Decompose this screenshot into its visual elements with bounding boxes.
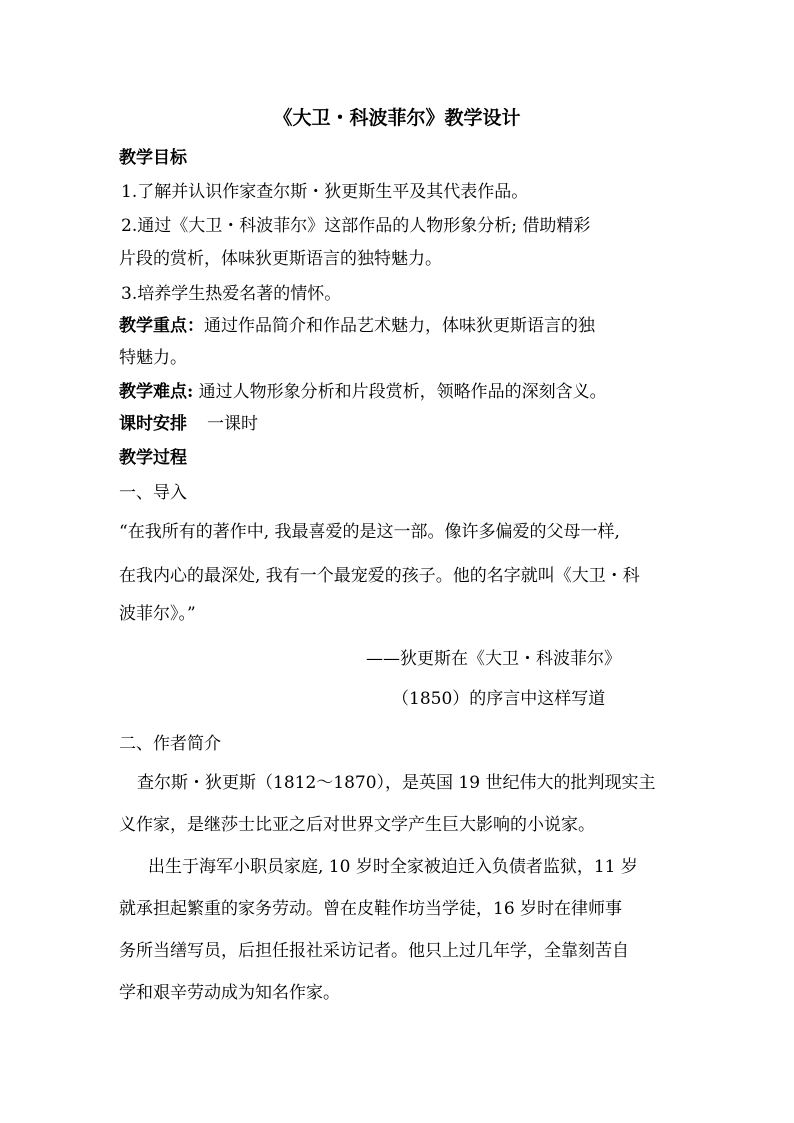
key-points-text: 通过作品简介和作品艺术魅力，体味狄更斯语言的独 xyxy=(204,316,595,336)
difficulties-line xyxy=(119,381,607,403)
bio-paragraph-1-line-1: 查尔斯・狄更斯（1812～1870），是英国 19 世纪伟大的批判现实主 xyxy=(137,773,656,793)
objective-3: 3.培养学生热爱名著的情怀。 xyxy=(121,284,342,304)
key-points-line-2: 特魅力。 xyxy=(119,348,187,368)
section-2-heading: 二、作者简介 xyxy=(119,734,221,754)
quote-line-1: “在我所有的著作中, 我最喜爱的是这一部。像许多偏爱的父母一样, xyxy=(119,522,620,542)
attribution-line-2: （1850）的序言中这样写道 xyxy=(392,689,606,709)
bio-paragraph-2-line-1: 出生于海军小职员家庭, 10 岁时全家被迫迁入负债者监狱，11 岁 xyxy=(148,857,638,877)
document-title: 《大卫・科波菲尔》教学设计 xyxy=(273,107,521,129)
objectives-heading: 教学目标 xyxy=(119,148,187,168)
schedule-value: 一课时 xyxy=(207,414,258,434)
key-points-label: 教学重点： xyxy=(119,316,204,336)
schedule-line xyxy=(119,413,258,435)
bio-paragraph-2-line-4: 学和艰辛劳动成为知名作家。 xyxy=(119,983,340,1003)
objective-2-line-2: 片段的赏析，体味狄更斯语言的独特魅力。 xyxy=(119,249,442,269)
objective-2-line-1: 2.通过《大卫・科波菲尔》这部作品的人物形象分析; 借助精彩 xyxy=(121,216,591,236)
quote-line-3: 波菲尔》。” xyxy=(119,604,196,624)
bio-paragraph-1-line-2: 义作家，是继莎士比亚之后对世界文学产生巨大影响的小说家。 xyxy=(119,815,595,835)
attribution-line-1: ——狄更斯在《大卫・科波菲尔》 xyxy=(366,649,621,669)
difficulties-text: 通过人物形象分析和片段赏析，领略作品的深刻含义。 xyxy=(193,382,607,402)
key-points-line-1 xyxy=(119,315,595,337)
bio-paragraph-2-line-2: 就承担起繁重的家务劳动。曾在皮鞋作坊当学徒，16 岁时在律师事 xyxy=(119,899,623,919)
objective-1: 1.了解并认识作家查尔斯・狄更斯生平及其代表作品。 xyxy=(121,182,529,202)
difficulties-label: 教学难点: xyxy=(119,382,194,402)
schedule-label: 课时安排 xyxy=(119,414,187,434)
quote-line-2: 在我内心的最深处, 我有一个最宠爱的孩子。他的名字就叫《大卫・科 xyxy=(119,566,640,586)
section-1-heading: 一、导入 xyxy=(119,483,187,503)
bio-paragraph-2-line-3: 务所当缮写员，后担任报社采访记者。他只上过几年学，全靠刻苦自 xyxy=(119,941,629,961)
process-heading: 教学过程 xyxy=(119,448,187,468)
